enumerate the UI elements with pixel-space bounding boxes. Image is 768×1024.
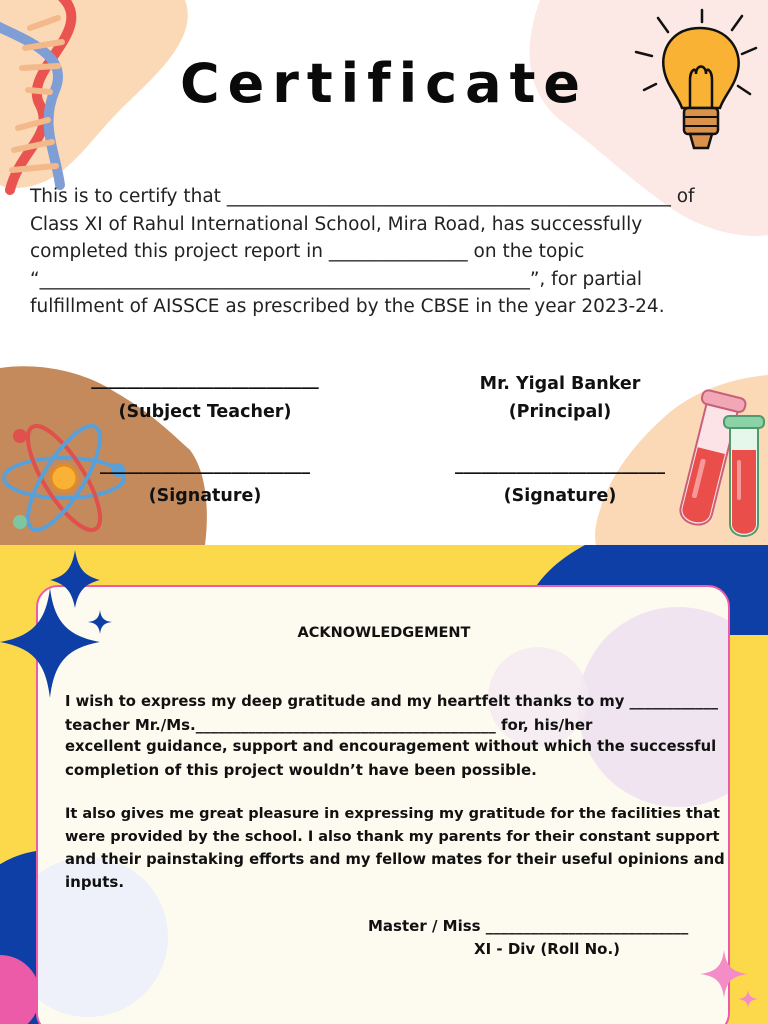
student-signoff-line: Master / Miss ___________________________ (368, 917, 689, 935)
teacher-name-line: __________________________ (91, 370, 319, 390)
teacher-signature-line: ________________________ (100, 455, 310, 475)
acknowledgement-line: were provided by the school. I also thank my parents for their constant support (65, 828, 720, 845)
acknowledgement-page (0, 545, 768, 1024)
paragraph-gap (65, 781, 725, 803)
acknowledgement-line: I wish to express my deep gratitude and my heartfelt thanks to my ____________ (65, 693, 718, 710)
certificate-line: fulfillment of AISSCE as prescribed by the CBSE in the year 2023-24. (30, 296, 665, 317)
principal-signature-label: (Signature) (503, 486, 617, 506)
subject-teacher-label: (Subject Teacher) (118, 402, 292, 422)
atom-icon (0, 418, 140, 538)
certificate-line: This is to certify that ________________________________________________ of (30, 186, 695, 207)
teacher-signature-label: (Signature) (148, 486, 262, 506)
principal-label: (Principal) (508, 402, 612, 422)
certificate-line: Class XI of Rahul International School, Mira Road, has successfully (30, 213, 643, 235)
certificate-title: Certificate (179, 52, 589, 115)
acknowledgement-line: It also gives me great pleasure in expressing my gratitude for the facilities that (65, 806, 720, 823)
sparkle-star-icon (698, 940, 768, 1024)
acknowledgement-line: inputs. (65, 873, 125, 892)
acknowledgement-line: teacher Mr./Ms.________________________________________ for, his/her (65, 715, 593, 734)
acknowledgement-line: and their painstaking efforts and my fellow mates for their useful opinions and (65, 850, 725, 868)
certificate-line: “_____________________________________________________”, for partial (30, 268, 643, 290)
acknowledgement-text (65, 691, 725, 894)
class-roll-line: XI - Div (Roll No.) (474, 940, 621, 958)
acknowledgement-heading: ACKNOWLEDGEMENT (297, 625, 471, 641)
certificate-line: completed this project report in _______________ on the topic (30, 241, 585, 262)
principal-signature-line: ________________________ (455, 455, 665, 475)
acknowledgement-line: completion of this project wouldn’t have been possible. (65, 760, 537, 779)
acknowledgement-line: excellent guidance, support and encouragement without which the successful (65, 738, 717, 756)
principal-name: Mr. Yigal Banker (479, 374, 641, 394)
certificate-statement (30, 183, 742, 321)
